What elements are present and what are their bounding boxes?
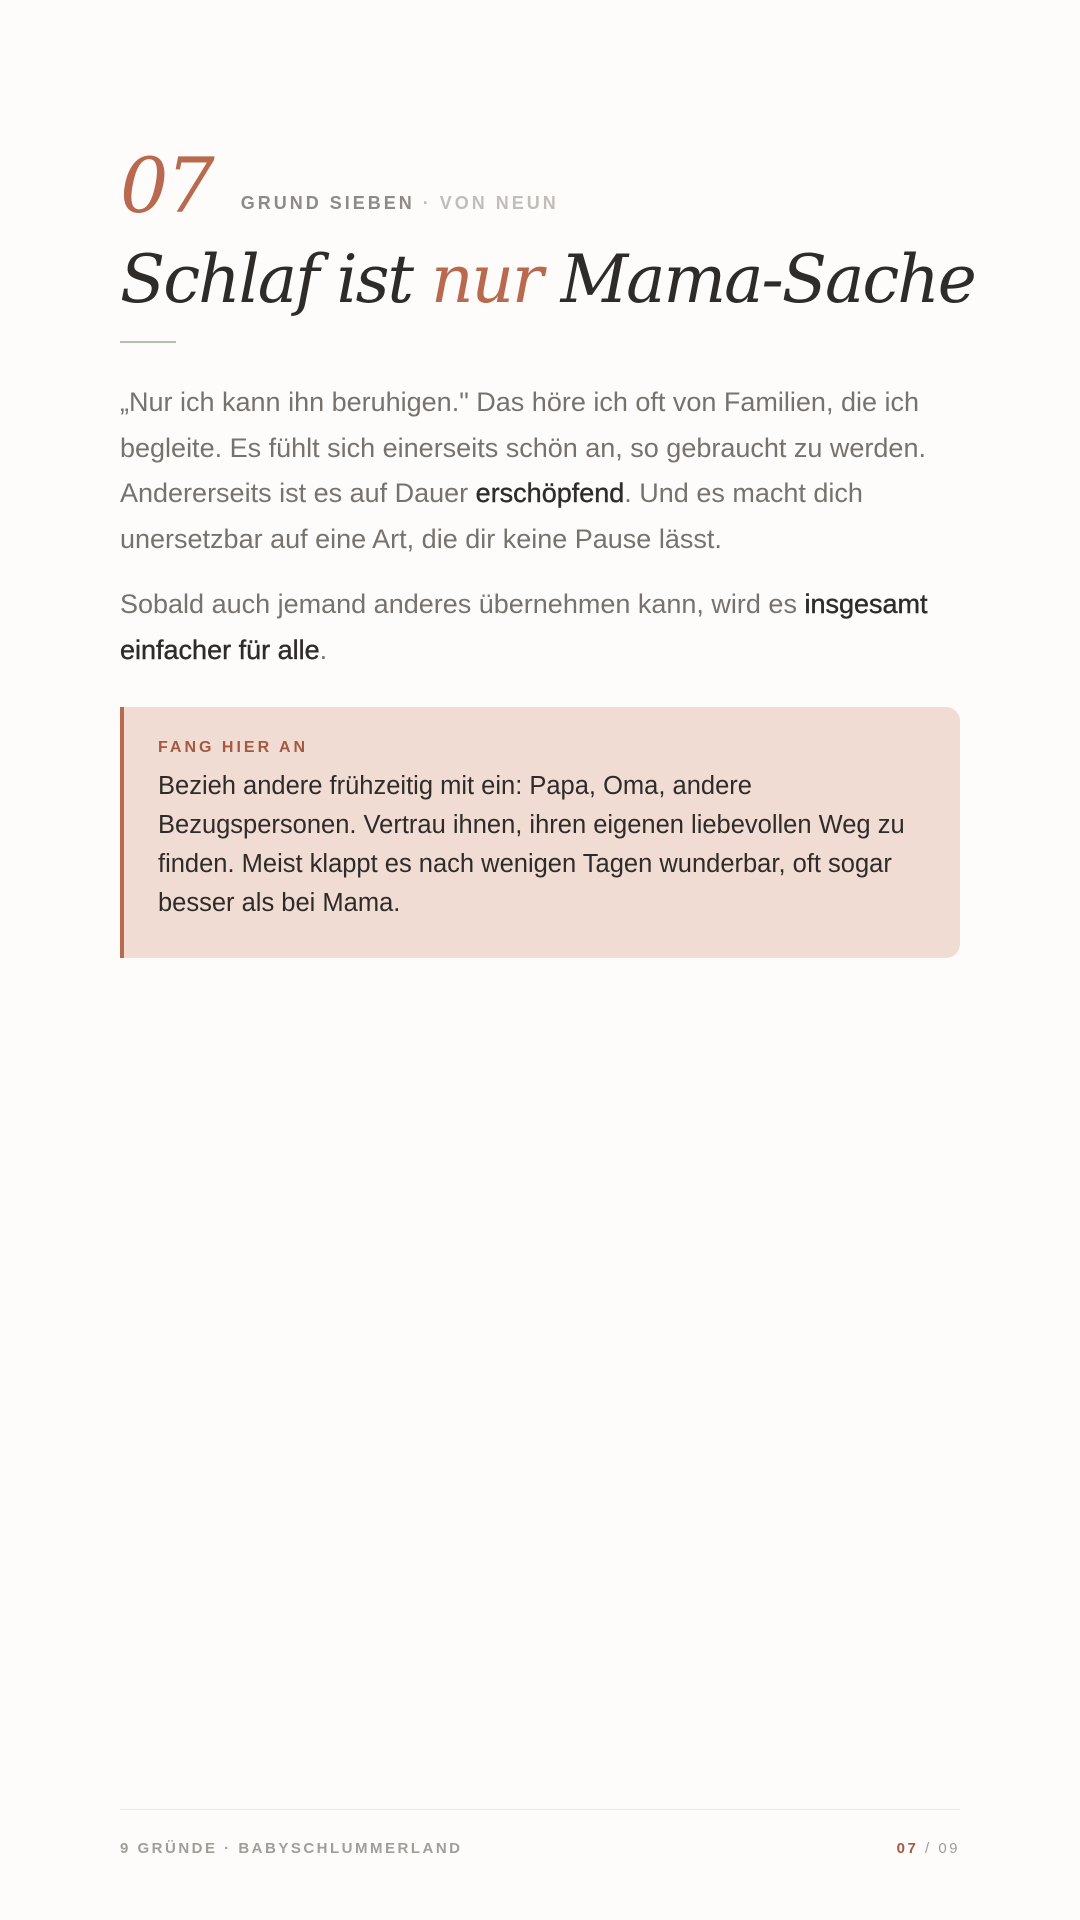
title-accent: nur [431, 241, 542, 318]
paragraph-1-text-a: „Nur ich kann ihn beruhigen." Das höre ich oft von Familien, die ich begleite. Es fühlt sich einerseits schön an, so gebraucht zu werden. Andererseits ist es auf Dauer [120, 387, 926, 508]
paragraph-2-emphasis: insgesamt einfacher für alle [120, 589, 928, 665]
paragraph-1 [120, 380, 960, 562]
title-part-2: Mama-Sache [541, 241, 975, 318]
paragraph-2 [120, 582, 960, 673]
eyebrow-sub: · VON NEUN [422, 193, 559, 213]
title-part-1: Schlaf ist [120, 241, 432, 318]
section-number: 07 [120, 141, 213, 230]
paragraph-2-text-a: Sobald auch jemand anderes übernehmen kann, wird es [120, 589, 805, 619]
section-header [120, 141, 559, 230]
total-pages: / 09 [918, 1840, 960, 1857]
callout-label: FANG HIER AN [158, 739, 309, 756]
title-divider [120, 341, 176, 343]
callout-text: Bezieh andere frühzeitig mit ein: Papa, Oma, andere Bezugspersonen. Vertrau ihnen, ihren eigenen liebevollen Weg zu finden. Meist klappt es nach wenigen Tagen wunderbar, oft sogar besser als bei Mama. [158, 772, 905, 917]
footer-divider [120, 1809, 960, 1810]
section-eyebrow [241, 193, 559, 214]
current-page: 07 [896, 1840, 919, 1857]
page-title [120, 238, 975, 322]
paragraph-1-text-b: . Und es macht dich unersetzbar auf eine Art, die dir keine Pause lässt. [120, 478, 863, 554]
paragraph-1-emphasis: erschöpfend [475, 478, 625, 508]
footer-brand: 9 GRÜNDE · BABYSCHLUMMERLAND [120, 1840, 463, 1857]
body-text [120, 380, 960, 693]
tip-callout [120, 707, 960, 958]
paragraph-2-text-b: . [319, 634, 328, 665]
page-indicator [897, 1840, 960, 1857]
eyebrow-main: GRUND SIEBEN [240, 193, 415, 213]
page [120, 0, 975, 1920]
